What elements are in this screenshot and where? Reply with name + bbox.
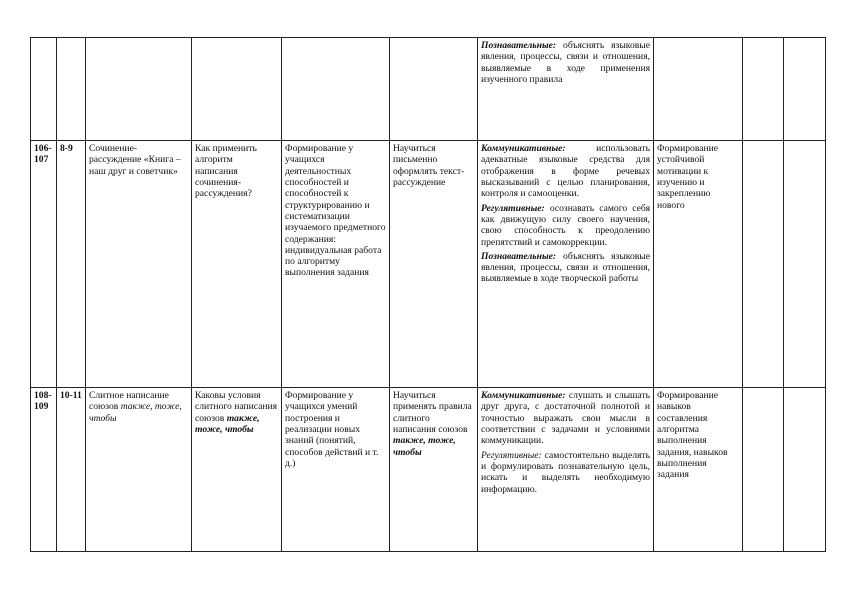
empty-cell [784,38,826,141]
uud-paragraph: Коммуникативные: использовать адекватные языковые средства для отображения в форме речевых высказываний с целью планирования, контроля и самооценки. [481,143,650,200]
lesson-number [31,38,57,141]
lesson-hours [57,38,86,141]
lesson-goal: Научиться письменно оформлять текст-рассуждение [390,141,478,388]
lesson-uud [478,38,654,141]
lesson-question: Как применить алгоритм написания сочинения-рассуждения? [192,141,282,388]
lesson-plan-table [30,37,826,552]
uud-paragraph: Коммуникативные: слушать и слышать друг друга, с достаточной полнотой и точностью выражать свои мысли в соответствии с задачами и условиями коммуникации. [481,390,650,447]
lesson-motivation [654,38,743,141]
table-row [31,141,826,388]
uud-paragraph: Регулятивные: осознавать самого себя как движущую силу своего научения, свою способность к преодолению препятствий и самокоррекции. [481,202,650,248]
lesson-goal [390,38,478,141]
table-row [31,38,826,141]
uud-paragraph: Познавательные: объяснять языковые явления, процессы, связи и отношения, выявляемые в ходе творческой работы [481,250,650,285]
table-row [31,388,826,552]
lesson-activity [282,38,390,141]
lesson-topic: Сочинение-рассуждение «Книга – наш друг и советчик» [86,141,192,388]
lesson-activity: Формирование у учащихся умений построения и реализации новых знаний (понятий, способов действий и т. д.) [282,388,390,552]
lesson-activity: Формирование у учащихся деятельностных способностей и способностей к структурированию и систематизации изучаемого предметного содержания: индивидуальная работа по алгоритму выполнения задания [282,141,390,388]
empty-cell [784,388,826,552]
lesson-hours: 8-9 [57,141,86,388]
uud-paragraph: Регулятивные: самостоятельно выделять и формулировать познавательную цель, искать и выделять необходимую информацию. [481,449,650,495]
lesson-number: 108-109 [31,388,57,552]
lesson-uud [478,141,654,388]
empty-cell [743,141,784,388]
empty-cell [784,141,826,388]
lesson-hours: 10-11 [57,388,86,552]
empty-cell [743,388,784,552]
lesson-number: 106-107 [31,141,57,388]
lesson-topic [86,38,192,141]
lesson-question [192,38,282,141]
lesson-motivation: Формирование устойчивой мотивации к изучению и закреплению нового [654,141,743,388]
empty-cell [743,38,784,141]
lesson-goal: Научиться применять правила слитного написания союзов также, тоже, чтобы [390,388,478,552]
lesson-uud [478,388,654,552]
lesson-question: Каковы условия слитного написания союзов также, тоже, чтобы [192,388,282,552]
lesson-topic: Слитное написание союзов также, тоже, чтобы [86,388,192,552]
lesson-motivation: Формирование навыков составления алгоритма выполнения задания, навыков выполнения задания [654,388,743,552]
uud-paragraph: Познавательные: объяснять языковые явления, процессы, связи и отношения, выявляемые в ходе применения изученного правила [481,40,650,85]
